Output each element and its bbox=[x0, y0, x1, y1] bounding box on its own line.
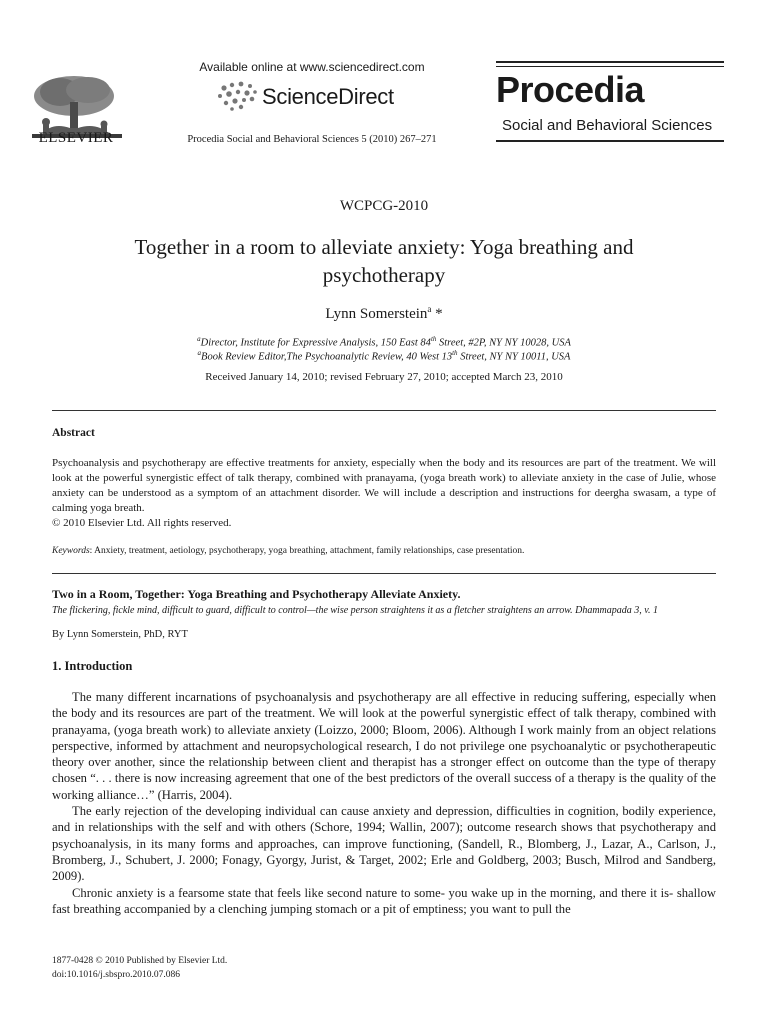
paragraph: The early rejection of the developing individual can cause anxiety and depression, difficulties in cognition, bodily experience, and in relationships with the self and with others (Schore, 1994; Wallin, 2007); outcome research shows that psychotherapy and psychoanalysis, in its many forms and approaches, can improve functioning, (Sandell, R., Blomberg, J., Lazar, A., Carlson, J., Bromberg, J., Schubert, J. 2000; Fonagy, Gyorgy, Jurist, & Target, 2002; Erle and Goldberg, 2003; Busch, Milrod and Sandberg, 2009). bbox=[52, 804, 716, 884]
conference-name: WCPCG-2010 bbox=[339, 198, 429, 214]
paragraph: Chronic anxiety is a fearsome state that feels like second nature to some- you wake up in the morning, and there it is- shallow fast breathing accompanied by a clenching jumping stomach or a pit of emptiness; you want to pull the bbox=[52, 885, 716, 916]
abstract-copyright: © 2010 Elsevier Ltd. All rights reserved. bbox=[52, 517, 232, 529]
affiliation-1: $^a$Director, Institute for Expressive Analysis, 150 East 84th Street, #2P, NY NY 10028, USA bbox=[197, 335, 571, 349]
paragraph: The many different incarnations of psychoanalysis and psychotherapy are all effective in reducing suffering, especially when the body and its resources are part of the treatment. We will look at the powerful synergistic effect of talk therapy, combined with pranayama, (yoga breath work) to alleviate anxiety (Loizzo, 2000; Bloom, 2006). Although I work mainly from an object relations perspective, informed by attachment and neuropsychological research, I do not privilege one psychoanalytic or psychotherapeutic theory over another, since the relationship between client and therapist has a stronger effect on outcome than the type of therapy chosen “. . . there is now increasing agreement that one of the best predictors of the overall success of a therapy is the quality of the working alliance…” (Harris, 2004). bbox=[52, 690, 716, 802]
affiliation-2: $^a$Book Review Editor,The Psychoanalytic Review, 40 West 13th Street, NY NY 10011, USA bbox=[197, 349, 571, 363]
received-dates: Received January 14, 2010; revised February 27, 2010; accepted March 23, 2010 bbox=[205, 371, 563, 383]
abstract-body: Psychoanalysis and psychotherapy are effective treatments for anxiety, especially when the body and its resources are part of the treatment. We will look at the powerful synergistic effect of talk therapy, combined with pranayama, (yoga breath work) to alleviate anxiety in the case of Julie, whose anxiety can be understood as a symptom of an attachment disorder. We will include a description and instructions for deergha swasam, a type of calming yoga breath. bbox=[52, 457, 716, 514]
abstract-heading: Abstract bbox=[52, 427, 95, 439]
paper-title: Together in a room to alleviate anxiety: Yoga breathing and psychotherapy bbox=[134, 235, 634, 287]
available-online-text: Available online at www.sciencedirect.com bbox=[199, 60, 425, 74]
introduction-heading: 1. Introduction bbox=[52, 659, 133, 673]
doi-line: doi:10.1016/j.sbspro.2010.07.086 bbox=[52, 970, 180, 980]
footer bbox=[52, 954, 227, 982]
epigraph: The flickering, fickle mind, difficult to guard, difficult to control—the wise person straightens it as a fletcher straightens an arrow. Dhammapada 3, v. 1 bbox=[52, 605, 658, 616]
keywords-label: Keywords bbox=[52, 546, 90, 556]
procedia-subtitle: Social and Behavioral Sciences bbox=[502, 117, 713, 134]
author-line bbox=[0, 304, 768, 323]
procedia-title: Procedia bbox=[496, 69, 645, 110]
divider-top bbox=[52, 410, 716, 411]
byline: By Lynn Somerstein, PhD, RYT bbox=[52, 629, 188, 640]
author-affiliation-mark: a bbox=[427, 304, 432, 314]
section-title: Two in a Room, Together: Yoga Breathing and Psychotherapy Alleviate Anxiety. bbox=[52, 587, 461, 601]
keywords-list: : Anxiety, treatment, aetiology, psychotherapy, yoga breathing, attachment, family relationships, case presentation. bbox=[89, 546, 525, 556]
body-text bbox=[52, 689, 716, 917]
author-name: Lynn Somerstein bbox=[325, 306, 428, 322]
procedia-rule-bottom bbox=[496, 140, 724, 142]
issn-line: 1877-0428 © 2010 Published by Elsevier Ltd. bbox=[52, 956, 228, 966]
keywords bbox=[52, 546, 716, 556]
procedia-rule-top bbox=[496, 61, 724, 63]
publisher-name: ELSEVIER bbox=[38, 130, 114, 146]
divider-bottom bbox=[52, 573, 716, 574]
journal-citation: Procedia Social and Behavioral Sciences 5 (2010) 267–271 bbox=[187, 134, 437, 145]
sciencedirect-wordmark: ScienceDirect bbox=[262, 84, 394, 109]
procedia-rule-top-thin bbox=[496, 66, 724, 67]
corresponding-author-mark: * bbox=[431, 306, 443, 322]
